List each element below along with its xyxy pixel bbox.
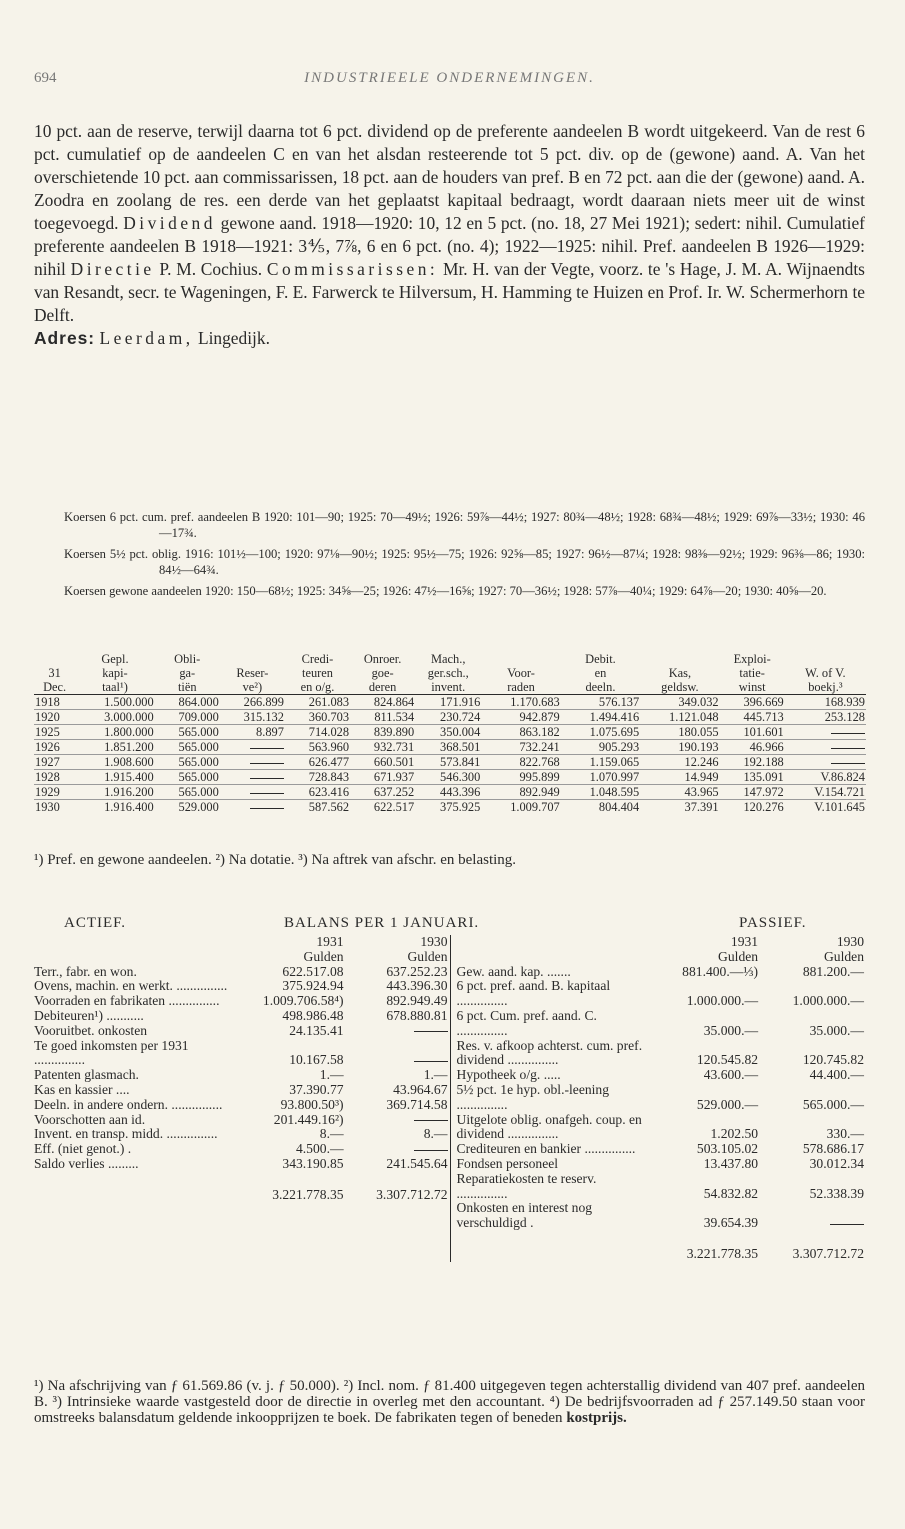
- passief-row: [451, 979, 867, 1009]
- actief-row: [34, 1098, 450, 1113]
- value-cell: 253.128: [785, 710, 866, 725]
- balance-footnote-bold: kostprijs.: [566, 1410, 627, 1426]
- column-header: Obli- ga- tiën: [174, 652, 201, 694]
- passief-value-1930: 44.400.—: [809, 1067, 864, 1083]
- column-header: Voor- raden: [507, 666, 535, 694]
- passief-value-1931: 503.105.02: [696, 1141, 759, 1157]
- actief-column: [34, 935, 451, 1262]
- value-cell: 1.915.400: [75, 770, 154, 785]
- actief-label: Debiteuren¹) ...........: [34, 1007, 144, 1023]
- spacer-cell: [451, 1247, 649, 1262]
- table-row: [34, 800, 866, 815]
- value-cell: 445.713: [720, 710, 785, 725]
- value-cell: 864.000: [155, 695, 220, 710]
- passief-total-1931: 3.221.778.35: [686, 1245, 759, 1261]
- value-cell: 180.055: [640, 725, 719, 740]
- value-cell: 626.477: [285, 755, 350, 770]
- unit-a-header: Gulden: [303, 948, 344, 964]
- actief-value-1930: [346, 1039, 450, 1069]
- year-cell: 1926: [34, 740, 75, 755]
- actief-total-1931: 3.221.778.35: [272, 1186, 344, 1202]
- header-row: [34, 652, 866, 695]
- actief-value-1931: 201.449.16²): [273, 1111, 344, 1127]
- dash-placeholder: [414, 1120, 448, 1121]
- value-cell: 3.000.000: [75, 710, 154, 725]
- actief-value-1931: 37.390.77: [289, 1081, 344, 1097]
- actief-value-1931: 498.986.48: [282, 1007, 344, 1023]
- actief-value-1931: 10.167.58: [289, 1052, 344, 1068]
- passief-row: [451, 1201, 867, 1231]
- passief-label: Hypotheek o/g. .....: [456, 1067, 561, 1083]
- address-line: [34, 327, 865, 350]
- column-header: Debit. en deeln.: [585, 652, 616, 694]
- dash-placeholder: [250, 793, 284, 794]
- text-directie: P. M. Cochius.: [159, 259, 263, 279]
- value-cell: 565.000: [155, 755, 220, 770]
- passief-label: 6 pct. Cum. pref. aand. C. ...............: [456, 1007, 597, 1038]
- company-description: [34, 120, 865, 350]
- passief-value-1930: 881.200.—: [802, 963, 864, 979]
- passief-table: [451, 935, 867, 1262]
- passief-column: [451, 935, 867, 1262]
- spacer-cell: [451, 950, 649, 965]
- value-cell: [220, 770, 285, 785]
- passief-value-1931: 54.832.82: [703, 1185, 759, 1201]
- value-cell: 622.517: [350, 800, 415, 815]
- financial-history-table: [34, 652, 866, 814]
- balance-footnotes: [34, 1378, 865, 1426]
- passief-value-1930: 1.000.000.—: [792, 993, 864, 1009]
- actief-label: Terr., fabr. en won.: [34, 963, 137, 979]
- value-cell: 12.246: [640, 755, 719, 770]
- value-cell: 728.843: [285, 770, 350, 785]
- value-cell: 171.916: [415, 695, 481, 710]
- value-cell: 811.534: [350, 710, 415, 725]
- actief-value-1931: 622.517.08: [282, 963, 344, 979]
- year-cell: 1927: [34, 755, 75, 770]
- balance-footnote-text: ¹) Na afschrijving van ƒ 61.569.86 (v. j. ƒ 50.000). ²) Incl. nom. ƒ 81.400 uitgegeven tegen achterstallig dividend van 407 pref. aandeelen B. ³) Intrinsieke waarde vastgesteld door de directie in overleg met den accountant. ⁴) De bedrijfsvoorraden ad ƒ 257.149.50 staan voor omstreeks balansdatum geldende inkoopprijzen te boek. De fabrikaten tegen of beneden: [34, 1378, 865, 1426]
- value-cell: [785, 725, 866, 740]
- actief-label: Voorraden en fabrikaten ...............: [34, 993, 220, 1009]
- value-cell: 14.949: [640, 770, 719, 785]
- value-cell: 261.083: [285, 695, 350, 710]
- value-cell: 1.494.416: [561, 710, 640, 725]
- value-cell: 1.916.400: [75, 800, 154, 815]
- page-number: 694: [34, 70, 57, 86]
- passief-value-1930: 565.000.—: [802, 1096, 864, 1112]
- value-cell: 671.937: [350, 770, 415, 785]
- value-cell: 563.960: [285, 740, 350, 755]
- actief-value-1930: [346, 1024, 450, 1039]
- passief-value-1931: 120.545.82: [696, 1052, 759, 1068]
- table-body: [34, 695, 866, 815]
- value-cell: 315.132: [220, 710, 285, 725]
- value-cell: 1.500.000: [75, 695, 154, 710]
- table-footnote: ¹) Pref. en gewone aandeelen. ²) Na dotatie. ³) Na aftrek van afschr. en belasting.: [34, 852, 517, 868]
- koersen-oblig: Koersen 5½ pct. oblig. 1916: 101½—100; 1920: 97⅛—90½; 1925: 95½—75; 1926: 92⅝—85; 1927: 96½—87¼; 1928: 98⅜—92½; 1929: 96⅜—86; 1930: 84½—64¾.: [64, 547, 865, 577]
- value-cell: 587.562: [285, 800, 350, 815]
- actief-value-1931: 375.924.94: [282, 978, 344, 994]
- passief-label: Uitgelote oblig. onafgeh. coup. en dividend ...............: [456, 1111, 642, 1142]
- passief-value-1931: 39.654.39: [703, 1215, 759, 1231]
- value-cell: 190.193: [640, 740, 719, 755]
- unit-b-header: Gulden: [407, 948, 448, 964]
- year-a-header: 1931: [316, 934, 344, 949]
- actief-label: Invent. en transp. midd. ...............: [34, 1126, 218, 1142]
- actief-row: [34, 1127, 450, 1142]
- passief-value-1931: 35.000.—: [703, 1022, 759, 1038]
- label-adres: Adres:: [34, 328, 96, 348]
- table-row: [34, 710, 866, 725]
- column-header: Exploi- tatie- winst: [733, 652, 771, 694]
- actief-row: [34, 1068, 450, 1083]
- actief-label: Kas en kassier ....: [34, 1081, 130, 1097]
- passief-label: Res. v. afkoop achterst. cum. pref. dividend ...............: [456, 1037, 643, 1068]
- actief-value-1930: 678.880.81: [386, 1007, 448, 1023]
- koersen-section: [34, 510, 865, 606]
- actief-row: [34, 1024, 450, 1039]
- value-cell: 396.669: [720, 695, 785, 710]
- column-header: Mach., ger.sch., invent.: [427, 652, 469, 694]
- value-cell: 932.731: [350, 740, 415, 755]
- passief-label: 6 pct. pref. aand. B. kapitaal ...............: [456, 978, 611, 1009]
- value-cell: 732.241: [481, 740, 560, 755]
- value-cell: 660.501: [350, 755, 415, 770]
- balance-sheet: [34, 915, 866, 1262]
- passief-value-1931: 13.437.80: [703, 1155, 759, 1171]
- passief-row: [451, 1068, 867, 1083]
- spacer-cell: [648, 1231, 760, 1247]
- value-cell: 804.404: [561, 800, 640, 815]
- unit-a-header: Gulden: [718, 948, 759, 964]
- column-header: Credi- teuren en o/g.: [300, 652, 335, 694]
- value-cell: 565.000: [155, 740, 220, 755]
- table-row: [34, 725, 866, 740]
- value-cell: 839.890: [350, 725, 415, 740]
- passief-label: Crediteuren en bankier ...............: [456, 1141, 636, 1157]
- passief-row: [451, 965, 867, 980]
- label-directie: Directie: [70, 259, 155, 279]
- column-header: W. of V. boekj.³: [805, 666, 846, 694]
- dash-placeholder: [830, 1224, 864, 1225]
- actief-label: Patenten glasmach.: [34, 1067, 139, 1083]
- dash-placeholder: [831, 748, 865, 749]
- year-cell: 1928: [34, 770, 75, 785]
- actief-label: Eff. (niet genot.) .: [34, 1141, 132, 1157]
- value-cell: 863.182: [481, 725, 560, 740]
- actief-value-1930: 43.964.67: [393, 1081, 448, 1097]
- actief-label: Ovens, machin. en werkt. ...............: [34, 978, 228, 994]
- value-cell: [785, 755, 866, 770]
- actief-table: [34, 935, 450, 1203]
- actief-row: [34, 994, 450, 1009]
- value-cell: 565.000: [155, 770, 220, 785]
- actief-label: Voorschotten aan id.: [34, 1111, 146, 1127]
- value-cell: 1.070.997: [561, 770, 640, 785]
- value-cell: 1.075.695: [561, 725, 640, 740]
- unit-header-row: [34, 950, 450, 965]
- value-cell: 1.170.683: [481, 695, 560, 710]
- value-cell: 8.897: [220, 725, 285, 740]
- value-cell: 714.028: [285, 725, 350, 740]
- koersen-gewone: Koersen gewone aandeelen 1920: 150—68½; 1925: 34⅝—25; 1926: 47½—16⅝; 1927: 70—36½; 1928: 57⅞—40¼; 1929: 64⅞—20; 1930: 40⅝—20.: [64, 584, 827, 598]
- table-header: [34, 652, 866, 695]
- value-cell: 529.000: [155, 800, 220, 815]
- label-dividend: Dividend: [123, 213, 216, 233]
- passief-row: [451, 1113, 867, 1143]
- actief-row: [34, 965, 450, 980]
- value-cell: 1.908.600: [75, 755, 154, 770]
- value-cell: 375.925: [415, 800, 481, 815]
- actief-value-1930: 1.—: [423, 1067, 448, 1083]
- actief-value-1930: 637.252.23: [386, 963, 448, 979]
- passief-value-1930: 35.000.—: [809, 1022, 864, 1038]
- value-cell: 1.048.595: [561, 785, 640, 800]
- actief-value-1930: [346, 1142, 450, 1157]
- value-cell: V.154.721: [785, 785, 866, 800]
- year-header-row: [34, 935, 450, 950]
- year-cell: 1920: [34, 710, 75, 725]
- value-cell: 135.091: [720, 770, 785, 785]
- passief-value-1931: 1.202.50: [710, 1126, 759, 1142]
- spacer-cell: [34, 1172, 230, 1188]
- column-header: Kas, geldsw.: [661, 666, 699, 694]
- running-header: [34, 70, 865, 92]
- passief-value-1931: 529.000.—: [696, 1096, 759, 1112]
- actief-total-1930: 3.307.712.72: [376, 1186, 448, 1202]
- value-cell: 1.916.200: [75, 785, 154, 800]
- unit-b-header: Gulden: [823, 948, 864, 964]
- passief-row: [451, 1172, 867, 1202]
- spacer-cell: [34, 1188, 230, 1203]
- value-cell: 147.972: [720, 785, 785, 800]
- value-cell: 1.121.048: [640, 710, 719, 725]
- value-cell: 350.004: [415, 725, 481, 740]
- value-cell: 573.841: [415, 755, 481, 770]
- value-cell: 230.724: [415, 710, 481, 725]
- value-cell: 168.939: [785, 695, 866, 710]
- address-street: Lingedijk.: [197, 328, 270, 348]
- value-cell: 43.965: [640, 785, 719, 800]
- passief-value-1931: 1.000.000.—: [686, 993, 759, 1009]
- passief-heading: PASSIEF.: [739, 915, 807, 931]
- actief-row: [34, 1009, 450, 1024]
- value-cell: V.101.645: [785, 800, 866, 815]
- actief-row: [34, 1157, 450, 1172]
- balance-columns: [34, 935, 866, 1262]
- table-row: [34, 770, 866, 785]
- table-row: [34, 755, 866, 770]
- passief-total-1930: 3.307.712.72: [792, 1245, 864, 1261]
- table-row: [34, 785, 866, 800]
- year-cell: 1925: [34, 725, 75, 740]
- actief-value-1930: 369.714.58: [386, 1096, 448, 1112]
- dash-placeholder: [831, 763, 865, 764]
- table-row: [34, 740, 866, 755]
- value-cell: 565.000: [155, 725, 220, 740]
- passief-total-row: [451, 1247, 867, 1262]
- passief-value-1930: [760, 1201, 866, 1231]
- passief-label: Reparatiekosten te reserv. ...............: [456, 1170, 597, 1201]
- dash-placeholder: [250, 778, 284, 779]
- value-cell: 892.949: [481, 785, 560, 800]
- year-a-header: 1931: [730, 934, 759, 949]
- value-cell: 120.276: [720, 800, 785, 815]
- value-cell: [220, 800, 285, 815]
- passief-row: [451, 1142, 867, 1157]
- spacer-row: [34, 1172, 450, 1188]
- table-row: [34, 695, 866, 710]
- text-dividend: gewone aand. 1918—1920: 10, 12 en 5 pct. (no. 18, 27 Mei 1921); sedert: nihil. Cumulatief preferente aandeelen B 1918—1921: 3⅘, 7⅞, 6 en 6 pct. (no. 4); 1922—1925: nihil. Pref. aandeelen B 1926—1929: nihil: [34, 213, 865, 279]
- balance-header: [34, 915, 866, 935]
- dash-placeholder: [414, 1150, 448, 1151]
- actief-row: [34, 1039, 450, 1069]
- passief-label: Gew. aand. kap. .......: [456, 963, 571, 979]
- actief-row: [34, 1142, 450, 1157]
- actief-value-1930: 8.—: [423, 1126, 448, 1142]
- spacer-cell: [230, 1172, 346, 1188]
- column-header: 31 Dec.: [43, 666, 67, 694]
- value-cell: 623.416: [285, 785, 350, 800]
- value-cell: 443.396: [415, 785, 481, 800]
- actief-value-1930: 443.396.30: [386, 978, 448, 994]
- spacer-cell: [34, 950, 230, 965]
- actief-value-1931: 343.190.85: [282, 1155, 344, 1171]
- actief-value-1930: 241.545.64: [386, 1155, 448, 1171]
- passief-value-1930: 30.012.34: [809, 1155, 864, 1171]
- value-cell: 942.879: [481, 710, 560, 725]
- year-b-header: 1930: [836, 934, 864, 949]
- running-title: INDUSTRIEELE ONDERNEMINGEN.: [304, 70, 595, 86]
- actief-value-1931: 93.800.50³): [280, 1096, 344, 1112]
- value-cell: 995.899: [481, 770, 560, 785]
- passief-label: 5½ pct. 1e hyp. obl.-leening ...............: [456, 1081, 610, 1112]
- actief-row: [34, 1083, 450, 1098]
- address-place: Leerdam,: [99, 328, 194, 348]
- spacer-cell: [760, 1231, 866, 1247]
- passief-value-1931: 43.600.—: [703, 1067, 759, 1083]
- actief-heading: ACTIEF.: [64, 915, 127, 931]
- description-paragraph: [34, 120, 865, 327]
- value-cell: [220, 755, 285, 770]
- column-header: Reser- ve²): [236, 666, 269, 694]
- value-cell: 546.300: [415, 770, 481, 785]
- label-commissarissen: Commissarissen:: [266, 259, 439, 279]
- year-cell: 1918: [34, 695, 75, 710]
- value-cell: 360.703: [285, 710, 350, 725]
- value-cell: 576.137: [561, 695, 640, 710]
- value-cell: V.86.824: [785, 770, 866, 785]
- passief-value-1930: 330.—: [826, 1126, 864, 1142]
- dash-placeholder: [250, 808, 284, 809]
- passief-label: Onkosten en interest nog verschuldigd .: [456, 1200, 593, 1231]
- dash-placeholder: [250, 748, 284, 749]
- actief-value-1931: 4.500.—: [295, 1141, 344, 1157]
- value-cell: 266.899: [220, 695, 285, 710]
- dash-placeholder: [250, 763, 284, 764]
- passief-row: [451, 1009, 867, 1039]
- unit-header-row: [451, 950, 867, 965]
- actief-value-1931: 24.135.41: [289, 1022, 344, 1038]
- value-cell: 192.188: [720, 755, 785, 770]
- value-cell: [220, 785, 285, 800]
- passief-value-1931: 881.400.—⅓): [682, 963, 759, 979]
- spacer-row: [451, 1231, 867, 1247]
- year-header-row: [451, 935, 867, 950]
- balance-title: BALANS PER 1 JANUARI.: [284, 915, 480, 931]
- actief-value-1931: 1.009.706.58⁴): [262, 993, 344, 1009]
- value-cell: 905.293: [561, 740, 640, 755]
- year-b-header: 1930: [420, 934, 448, 949]
- text-commissarissen: Mr. H. van der Vegte, voorz. te 's Hage, J. M. A. Wijnaendts van Resandt, secr. te Wageningen, F. E. Farwerck te Hilversum, H. Hamming te Huizen en Prof. Ir. W. Schermerhorn te Delft.: [34, 259, 865, 325]
- value-cell: 637.252: [350, 785, 415, 800]
- value-cell: [220, 740, 285, 755]
- actief-row: [34, 979, 450, 994]
- passief-value-1930: 120.745.82: [802, 1052, 864, 1068]
- value-cell: [785, 740, 866, 755]
- koersen-pref-b: Koersen 6 pct. cum. pref. aandeelen B 1920: 101—90; 1925: 70—49½; 1926: 59⅞—44½; 1927: 80¾—48½; 1928: 68¾—48½; 1929: 69⅞—33½; 1930: 46—17¾.: [64, 510, 865, 540]
- value-cell: 709.000: [155, 710, 220, 725]
- actief-label: Vooruitbet. onkosten: [34, 1022, 148, 1038]
- value-cell: 37.391: [640, 800, 719, 815]
- spacer-cell: [451, 935, 649, 950]
- year-cell: 1930: [34, 800, 75, 815]
- value-cell: 1.009.707: [481, 800, 560, 815]
- value-cell: 101.601: [720, 725, 785, 740]
- value-cell: 1.800.000: [75, 725, 154, 740]
- text-reserve: 10 pct. aan de reserve, terwijl daarna tot 6 pct. dividend op de preferente aandeelen B wordt uitgekeerd. Van de rest 6 pct. cumulatief op de aandeelen C en van het alsdan resteerende tot 5 pct. div. op de (gewone) aand. A. Van het overschietende 10 pct. aan commissarissen, 18 pct. aan de houders van pref. B en 72 pct. aan die der (gewone) aand. A. Zoodra en zoolang de res. een derde van het geplaatst kapitaal bedraagt, wordt daaraan niets meer uit de winst toegevoegd.: [34, 121, 865, 233]
- value-cell: 1.159.065: [561, 755, 640, 770]
- passief-label: Fondsen personeel: [456, 1155, 559, 1171]
- value-cell: 46.966: [720, 740, 785, 755]
- value-cell: 368.501: [415, 740, 481, 755]
- spacer-cell: [451, 1231, 649, 1247]
- actief-label: Saldo verlies .........: [34, 1155, 139, 1171]
- dash-placeholder: [414, 1031, 448, 1032]
- actief-total-row: [34, 1188, 450, 1203]
- passief-value-1930: 52.338.39: [809, 1185, 864, 1201]
- actief-value-1931: 8.—: [319, 1126, 344, 1142]
- column-header: Onroer. goe- deren: [363, 652, 402, 694]
- spacer-cell: [346, 1172, 450, 1188]
- value-cell: 824.864: [350, 695, 415, 710]
- passief-value-1930: 578.686.17: [802, 1141, 864, 1157]
- passief-row: [451, 1039, 867, 1069]
- value-cell: 565.000: [155, 785, 220, 800]
- dash-placeholder: [414, 1061, 448, 1062]
- actief-value-1930: 892.949.49: [386, 993, 448, 1009]
- passief-row: [451, 1157, 867, 1172]
- value-cell: 822.768: [481, 755, 560, 770]
- passief-row: [451, 1083, 867, 1113]
- value-cell: 1.851.200: [75, 740, 154, 755]
- actief-row: [34, 1113, 450, 1128]
- actief-value-1931: 1.—: [319, 1067, 344, 1083]
- value-cell: 349.032: [640, 695, 719, 710]
- column-header: Gepl. kapi- taal¹): [101, 652, 129, 694]
- actief-value-1930: [346, 1113, 450, 1128]
- spacer-cell: [34, 935, 230, 950]
- year-cell: 1929: [34, 785, 75, 800]
- actief-label: Te goed inkomsten per 1931 ...............: [34, 1037, 189, 1068]
- dash-placeholder: [831, 733, 865, 734]
- actief-label: Deeln. in andere ondern. ...............: [34, 1096, 223, 1112]
